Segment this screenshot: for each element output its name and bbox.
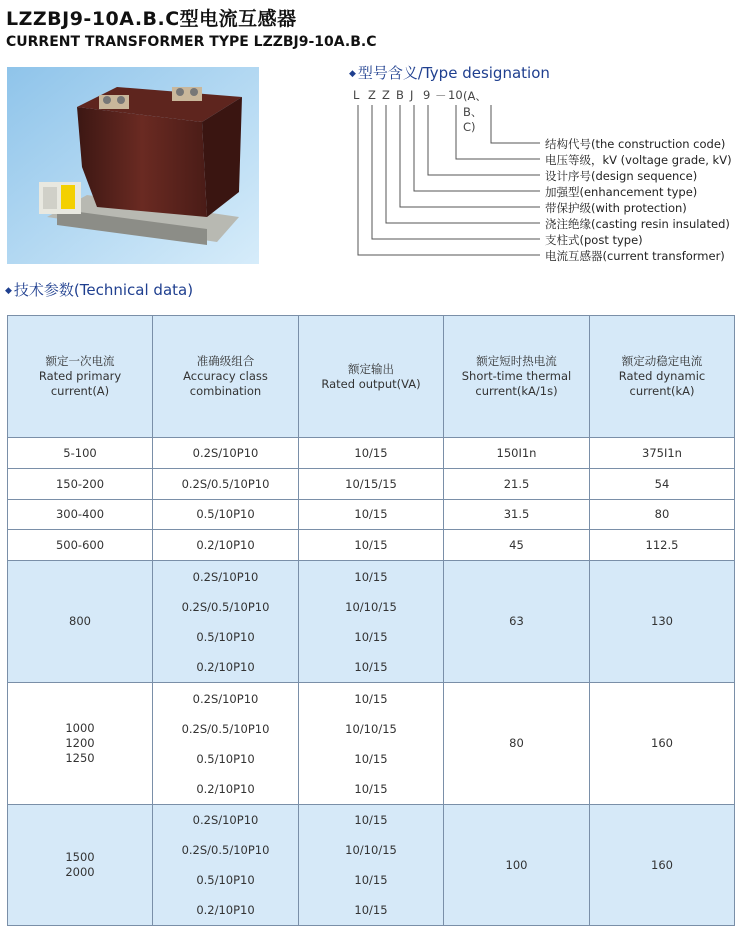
output-value: 10/10/15 [345,721,397,736]
column-header-en: current(A) [50,384,110,398]
cell-accuracy: 0.5/10P10 [153,500,299,530]
accuracy-value: 0.2/10P10 [196,659,255,674]
output-value: 10/15 [354,691,388,706]
column-header-cn: 准确级组合 [196,354,255,368]
diamond-bullet-icon: ◆ [5,286,12,296]
cell-current: 300-400 [8,500,153,530]
code-char-l: L [353,88,360,102]
code-char-abc: (A、B、C) [463,89,487,134]
current-value: 1000 [65,721,95,735]
output-value: 10/10/15 [345,599,397,614]
column-header-en: Short-time thermal [461,369,572,383]
cell-accuracy: 0.2S/10P10 [153,438,299,469]
cell-dynamic: 80 [590,500,735,530]
accuracy-value: 0.2S/10P10 [192,813,259,827]
column-header-en: Accuracy class [183,369,268,383]
technical-data-title: 技术参数(Technical data) [13,281,194,299]
type-legend-item: 设计序号(design sequence) [545,169,698,183]
accuracy-value: 0.2/10P10 [196,903,255,917]
output-value: 10/15 [354,659,388,674]
type-legend-item: 加强型(enhancement type) [545,185,698,199]
column-header-cn: 额定短时热电流 [476,354,557,368]
accuracy-value: 0.2S/0.5/10P10 [181,599,270,614]
output-value: 10/10/15 [345,843,397,857]
cell-thermal: 21.5 [444,469,590,500]
cell-thermal: 45 [444,530,590,561]
accuracy-value: 0.2S/10P10 [192,569,259,584]
output-value: 10/15 [354,873,388,887]
cell-dynamic: 375I1n [590,438,735,469]
column-header-en: current(kA/1s) [475,384,558,398]
page-title-en: CURRENT TRANSFORMER TYPE LZZBJ9-10A.B.C [6,34,377,50]
code-char-9: 9 [423,88,431,102]
type-designation-heading [349,62,550,83]
cell-thermal: 63 [444,561,590,683]
cell-output [299,805,444,926]
current-value: 1250 [65,751,95,765]
cell-dynamic: 54 [590,469,735,500]
cell-output [299,683,444,805]
column-header [444,316,590,438]
table-row [8,438,735,469]
cell-output: 10/15 [299,438,444,469]
cell-current: 500-600 [8,530,153,561]
product-photo [7,67,259,264]
column-header [153,316,299,438]
accuracy-value: 0.2S/0.5/10P10 [181,843,270,857]
cell-thermal: 31.5 [444,500,590,530]
code-char-dash: － [435,89,447,103]
cell-accuracy [153,561,299,683]
column-header-en: Rated dynamic [618,369,706,383]
table-row-group [8,683,735,805]
cell-output: 10/15 [299,530,444,561]
output-value: 10/15 [354,751,388,766]
cell-accuracy [153,805,299,926]
table-row-group [8,805,735,926]
current-value: 2000 [65,865,95,879]
column-header [8,316,153,438]
cell-output: 10/15/15 [299,469,444,500]
code-char-z2: Z [382,88,390,102]
cell-thermal: 150I1n [444,438,590,469]
code-char-10: 10 [448,88,463,102]
column-header-en: Rated primary [38,369,122,383]
table-header-row [8,316,735,438]
column-header-cn: 额定动稳定电流 [621,354,703,368]
cell-output: 10/15 [299,500,444,530]
output-value: 10/15 [354,569,388,584]
accuracy-value: 0.2/10P10 [196,781,255,796]
column-header-en: combination [189,384,262,398]
cell-current [8,561,153,683]
accuracy-value: 0.5/10P10 [196,629,255,644]
accuracy-value: 0.5/10P10 [196,751,255,766]
cell-output [299,561,444,683]
cell-accuracy [153,683,299,805]
table-row [8,500,735,530]
type-legend-item: 电流互感器(current transformer) [545,249,725,263]
cell-accuracy: 0.2S/0.5/10P10 [153,469,299,500]
cell-current: 5-100 [8,438,153,469]
type-legend-item: 带保护级(with protection) [545,201,687,215]
page-title-cn: LZZBJ9-10A.B.C型电流互感器 [6,8,297,30]
technical-data-table [7,315,735,926]
column-header [590,316,735,438]
cell-dynamic: 160 [590,805,735,926]
technical-data-heading [5,279,193,300]
code-char-z1: Z [368,88,376,102]
cell-dynamic: 160 [590,683,735,805]
type-legend-item: 支柱式(post type) [545,233,643,247]
column-header [299,316,444,438]
cell-thermal: 80 [444,683,590,805]
table-row [8,530,735,561]
type-legend-item: 结构代号(the construction code) [545,137,726,151]
accuracy-value: 0.2S/0.5/10P10 [181,721,270,736]
column-header-cn: 额定输出 [348,361,394,376]
current-value: 1500 [65,850,95,864]
type-legend-item: 浇注绝缘(casting resin insulated) [545,217,730,231]
cell-current [8,805,153,926]
cell-accuracy: 0.2/10P10 [153,530,299,561]
column-header-en: Rated output(VA) [321,376,421,391]
accuracy-value: 0.2S/10P10 [192,691,259,706]
current-value: 800 [69,614,91,628]
output-value: 10/15 [354,813,388,827]
type-legend-item: 电压等级，kV (voltage grade, kV) [545,153,732,167]
cell-dynamic: 112.5 [590,530,735,561]
cell-current: 150-200 [8,469,153,500]
code-char-j: J [410,88,414,102]
table-row [8,469,735,500]
output-value: 10/15 [354,781,388,796]
column-header-cn: 额定一次电流 [45,354,115,368]
accuracy-value: 0.5/10P10 [196,873,255,887]
type-designation-title: 型号含义/Type designation [357,64,550,82]
cell-thermal: 100 [444,805,590,926]
diamond-bullet-icon: ◆ [349,69,356,79]
output-value: 10/15 [354,903,388,917]
cell-current [8,683,153,805]
current-value: 1200 [65,736,95,750]
column-header-en: current(kA) [629,384,695,398]
table-row-group [8,561,735,683]
code-char-b: B [396,88,404,102]
cell-dynamic: 130 [590,561,735,683]
output-value: 10/15 [354,629,388,644]
